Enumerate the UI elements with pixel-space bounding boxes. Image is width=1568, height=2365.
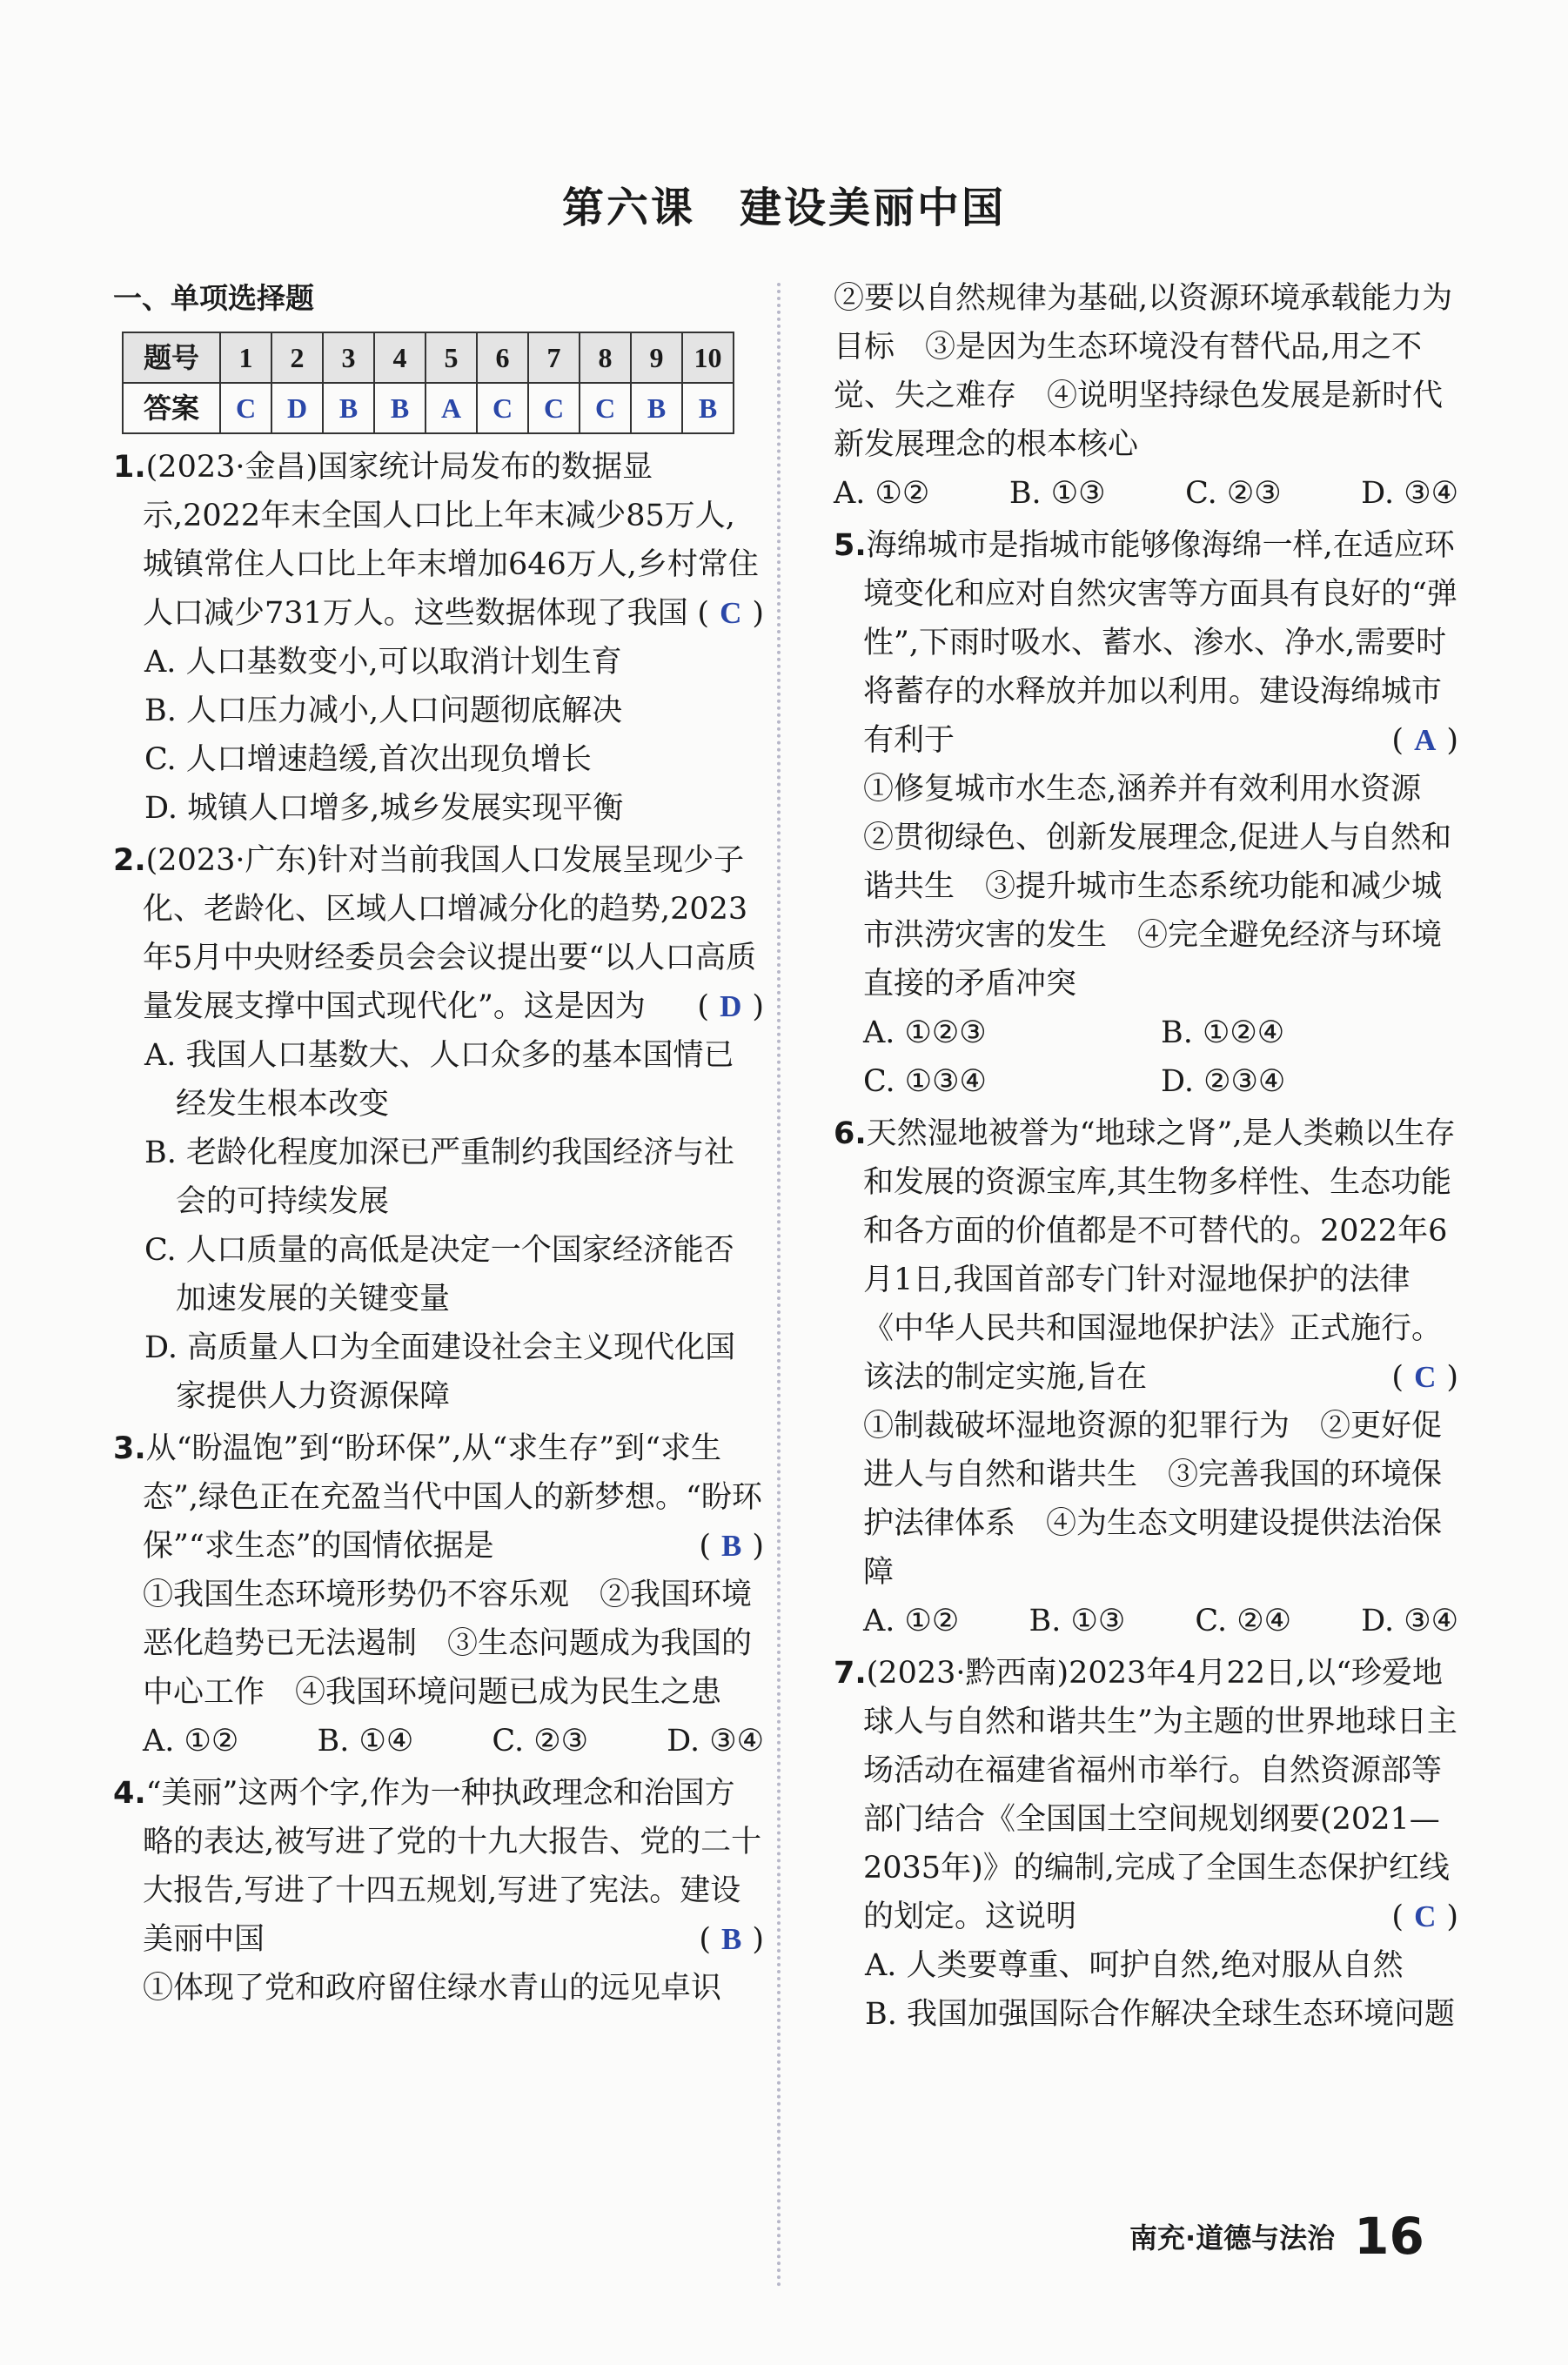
question-number: 5. [834,528,867,563]
question-number: 3. [113,1431,146,1466]
page-title: 第六课 建设美丽中国 [561,184,1006,232]
question-4-continued: ②要以自然规律为基础,以资源环境承载能力为目标 ③是因为生态环境没有替代品,用之不觉、失之难存 ④说明坚持绿色发展是新时代新发展理念的根本核心 [834,281,1453,462]
question-3 [113,1424,764,1765]
question-5 [834,521,1458,1106]
answer-mark: D [720,989,742,1023]
answer-mark: C [1414,1360,1437,1394]
options-row [834,1057,1458,1106]
question-stem [113,1769,764,1964]
question-number-label: 题号 [123,332,220,383]
question-number: 1. [113,450,146,485]
table-cell: 6 [477,332,528,383]
table-cell: 2 [271,332,323,383]
section-heading: 一、单项选择题 [113,281,314,315]
table-cell: C [477,383,528,433]
table-cell: 5 [426,332,477,383]
option-d: D. ③④ [1361,476,1458,511]
page-footer [1129,2201,1424,2271]
question-text: 天然湿地被誉为“地球之肾”,是人类赖以生存和发展的资源宝库,其生物多样性、生态功能和各方面的价值都是不可替代的。2022年6月1日,我国首部专门针对湿地保护的法律《中华人民共和国湿地保护法》正式施行。该法的制定实施,旨在 [863,1116,1456,1395]
question-stem [834,1109,1458,1402]
option-a: A. ①② [143,1724,239,1759]
option-a: A. ①② [863,1604,960,1638]
question-4 [113,1769,764,2013]
answer-mark: B [720,1922,742,1956]
table-cell: B [374,383,426,433]
option-a: A. ①② [834,476,930,511]
table-cell: C [220,383,271,433]
option-d: D. ②③④ [1161,1064,1286,1099]
option-b: B. ①③ [1029,1604,1126,1638]
answer-label: 答案 [123,383,220,433]
answer-bracket: ( C ) [697,596,764,631]
option-a: A. 我国人口基数大、人口众多的基本国情已经发生根本改变 [144,1038,734,1122]
option-d: D. 城镇人口增多,城乡发展实现平衡 [144,791,624,826]
option-d: D. 高质量人口为全面建设社会主义现代化国家提供人力资源保障 [144,1330,736,1414]
option-c: C. ②④ [1195,1604,1291,1638]
question-text: (2023·金昌)国家统计局发布的数据显示,2022年末全国人口比上年末减少85万人,城镇常住人口比上年末增加646万人,乡村常住人口减少731万人。这些数据体现了我国 [143,450,759,631]
question-text: (2023·广东)针对当前我国人口发展呈现少子化、老龄化、区域人口增减分化的趋势,2023年5月中央财经委员会会议提出要“以人口高质量发展支撑中国式现代化”。这是因为 [143,843,757,1024]
answer-bracket: ( C ) [1391,1899,1458,1934]
question-stem [113,1424,764,1571]
page-number: 16 [1354,2207,1424,2266]
option-a: A. ①②③ [863,1015,987,1050]
option-c: C. ②③ [492,1724,588,1759]
answer-bracket: ( B ) [699,1922,764,1957]
answer-table-answer-row [123,383,734,433]
table-cell: C [580,383,631,433]
options-row [113,1717,764,1765]
option-c: C. ①③④ [863,1064,987,1099]
answer-bracket: ( C ) [1391,1360,1458,1395]
question-text: (2023·黔西南)2023年4月22日,以“珍爱地球人与自然和谐共生”为主题的世界地球日主场活动在福建省福州市举行。自然资源部等部门结合《全国国土空间规划纲要(2021—2035年)》的编制,完成了全国生态保护红线的划定。这说明 [863,1656,1457,1934]
option-c: C. 人口增速趋缓,首次出现负增长 [144,742,592,777]
statement-list: ①制裁破坏湿地资源的犯罪行为 ②更好促进人与自然和谐共生 ③完善我国的环境保护法律体系 ④为生态文明建设提供法治保障 [863,1409,1443,1590]
question-stem [834,521,1458,765]
table-cell: B [682,383,734,433]
table-cell: D [271,383,323,433]
option-d: D. ③④ [667,1724,764,1759]
answer-bracket: ( A ) [1391,723,1458,758]
answer-bracket: ( B ) [699,1529,764,1564]
question-text: 海绵城市是指城市能够像海绵一样,在适应环境变化和应对自然灾害等方面具有良好的“弹性”,下雨时吸水、蓄水、渗水、净水,需要时将蓄存的水释放并加以利用。建设海绵城市有利于 [863,528,1457,758]
table-cell: 1 [220,332,271,383]
question-number: 2. [113,843,146,878]
answer-mark: C [1414,1899,1437,1933]
option-b: B. 我国加强国际合作解决全球生态环境问题 [865,1997,1455,2032]
question-number: 6. [834,1116,867,1151]
question-7 [834,1649,1458,2039]
question-number: 4. [113,1776,146,1811]
question-6 [834,1109,1458,1645]
option-b: B. ①④ [317,1724,414,1759]
answer-table [122,332,734,434]
answer-mark: C [720,596,742,630]
option-d: D. ③④ [1361,1604,1458,1638]
table-cell: C [528,383,580,433]
question-text: “美丽”这两个字,作为一种执政理念和治国方略的表达,被写进了党的十九大报告、党的二十大报告,写进了十四五规划,写进了宪法。建设美丽中国 [143,1776,762,1957]
table-cell: 4 [374,332,426,383]
question-stem [113,836,764,1031]
answer-mark: B [720,1529,742,1563]
option-b: B. 老龄化程度加深已严重制约我国经济与社会的可持续发展 [144,1136,734,1219]
table-cell: 10 [682,332,734,383]
table-cell: A [426,383,477,433]
table-cell: 8 [580,332,631,383]
table-cell: B [323,383,374,433]
option-c: C. 人口质量的高低是决定一个国家经济能否加速发展的关键变量 [144,1233,734,1316]
answer-bracket: ( D ) [697,989,764,1024]
option-a: A. 人口基数变小,可以取消计划生育 [144,645,622,680]
answer-table-header-row [123,332,734,383]
option-b: B. ①③ [1008,476,1106,511]
option-c: C. ②③ [1185,476,1282,511]
question-stem [834,1649,1458,1941]
table-cell: B [631,383,682,433]
answer-mark: A [1414,723,1437,757]
table-cell: 3 [323,332,374,383]
question-1 [113,443,764,833]
right-column [834,274,1458,2039]
footer-label: 南充·道德与法治 [1129,2221,1336,2254]
options-row [834,1597,1458,1645]
table-cell: 9 [631,332,682,383]
question-text: 从“盼温饱”到“盼环保”,从“求生存”到“求生态”,绿色正在充盈当代中国人的新梦想。“盼环保”“求生态”的国情依据是 [143,1431,762,1564]
option-b: B. ①②④ [1161,1015,1285,1050]
statement-list: ①修复城市水生态,涵养并有效利用水资源 ②贯彻绿色、创新发展理念,促进人与自然和谐共生 ③提升城市生态系统功能和减少城市洪涝灾害的发生 ④完全避免经济与环境直接的矛盾冲突 [863,772,1452,1002]
question-stem [113,443,764,638]
statement-1: ①体现了党和政府留住绿水青山的远见卓识 [143,1971,722,2006]
option-a: A. 人类要尊重、呵护自然,绝对服从自然 [865,1948,1404,1983]
options-row [834,1008,1458,1057]
table-cell: 7 [528,332,580,383]
statement-list: ①我国生态环境形势仍不容乐观 ②我国环境恶化趋势已无法遏制 ③生态问题成为我国的中心工作 ④我国环境问题已成为民生之患 [143,1578,753,1710]
left-column [113,274,764,2013]
column-divider [777,283,781,2288]
question-2 [113,836,764,1421]
options-row [834,469,1458,518]
question-number: 7. [834,1656,867,1691]
option-b: B. 人口压力减小,人口问题彻底解决 [144,693,623,728]
